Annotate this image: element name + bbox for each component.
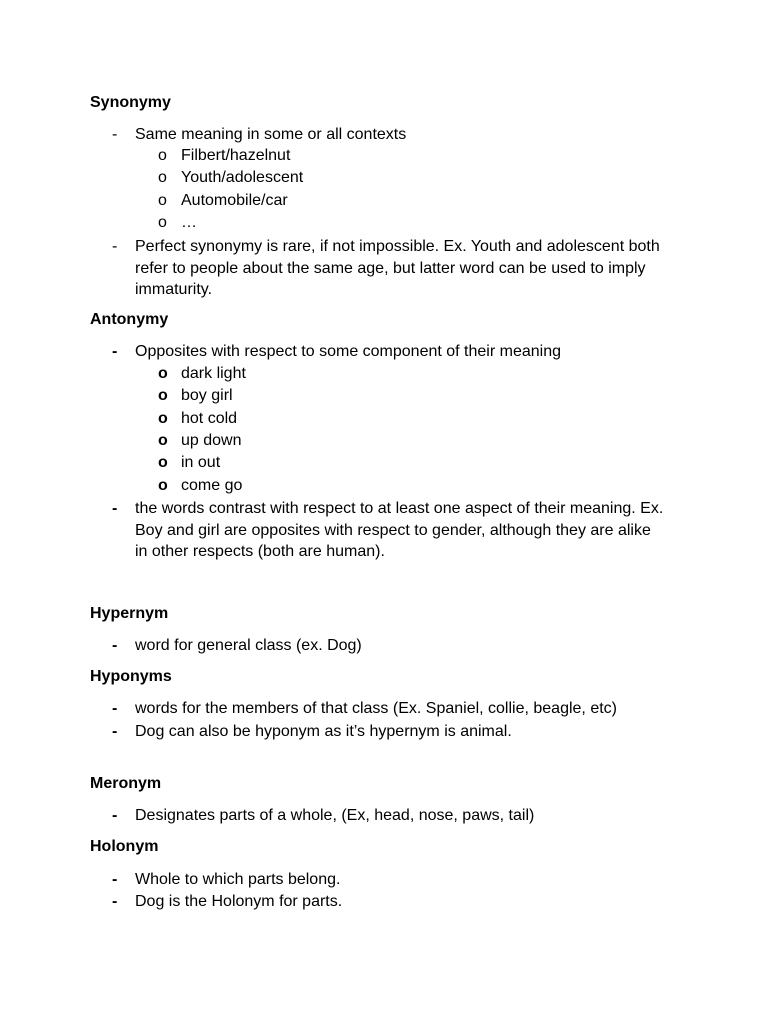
sub-list-item (90, 430, 690, 452)
bullet-text: Designates parts of a whole, (Ex, head, nose, paws, tail) (135, 807, 535, 824)
sub-bullet-marker: o (158, 410, 168, 427)
sub-bullet-text: Filbert/hazelnut (181, 147, 291, 164)
dash-bullet: - (112, 343, 118, 360)
sub-bullet-text: hot cold (181, 410, 238, 427)
sub-bullet-text: in out (181, 454, 221, 471)
dash-bullet: - (112, 700, 118, 717)
heading-hyponyms: Hyponyms (90, 668, 172, 685)
bullet-text-line: refer to people about the same age, but latter word can be used to imply (135, 259, 646, 277)
sub-list-item (90, 363, 690, 385)
heading-synonymy: Synonymy (90, 94, 171, 111)
sub-list-item (90, 167, 690, 189)
dash-bullet: - (112, 238, 118, 255)
sub-list-item (90, 475, 690, 497)
sub-bullet-marker: o (158, 477, 168, 494)
dash-bullet: - (112, 500, 118, 517)
bullet-text: word for general class (ex. Dog) (135, 637, 362, 654)
sub-bullet-marker: o (158, 214, 167, 231)
sub-bullet-marker: o (158, 432, 168, 449)
sub-bullet-text: up down (181, 432, 242, 449)
sub-bullet-marker: o (158, 365, 168, 382)
sub-bullet-marker: o (158, 454, 168, 471)
heading-meronym: Meronym (90, 775, 162, 792)
dash-bullet: - (112, 807, 118, 824)
bullet-text (135, 498, 680, 563)
dash-bullet: - (112, 723, 118, 740)
sub-list-item (90, 190, 690, 212)
sub-list-item (90, 452, 690, 474)
bullet-text-line: the words contrast with respect to at least one aspect of their meaning. Ex. (135, 500, 664, 517)
heading-hypernym: Hypernym (90, 605, 169, 622)
bullet-text: Dog is the Holonym for parts. (135, 893, 343, 910)
bullet-text-line: Perfect synonymy is rare, if not impossible. Ex. Youth and adolescent both (135, 238, 660, 255)
bullet-text (135, 236, 680, 301)
bullet-text-line: Boy and girl are opposites with respect to gender, although they are alike (135, 521, 651, 539)
sub-bullet-text: … (181, 214, 197, 231)
bullet-text: Whole to which parts belong. (135, 871, 341, 888)
sub-list-item (90, 385, 690, 407)
bullet-text-line: in other respects (both are human). (135, 543, 385, 560)
bullet-text: words for the members of that class (Ex. Spaniel, collie, beagle, etc) (135, 700, 617, 717)
sub-list-item (90, 145, 690, 167)
bullet-text: Same meaning in some or all contexts (135, 126, 407, 143)
sub-list-item (90, 408, 690, 430)
heading-holonym: Holonym (90, 838, 159, 855)
heading-antonymy: Antonymy (90, 311, 169, 328)
bullet-text: Dog can also be hyponym as it’s hypernym is animal. (135, 723, 512, 740)
dash-bullet: - (112, 637, 118, 654)
sub-bullet-marker: o (158, 147, 167, 164)
sub-list-item (90, 212, 690, 234)
dash-bullet: - (112, 871, 118, 888)
dash-bullet: - (112, 893, 118, 910)
sub-bullet-marker: o (158, 169, 167, 186)
sub-bullet-marker: o (158, 192, 167, 209)
bullet-text: Opposites with respect to some component of their meaning (135, 343, 561, 360)
sub-bullet-text: dark light (181, 365, 246, 382)
sub-bullet-text: boy girl (181, 387, 233, 404)
sub-bullet-text: come go (181, 477, 243, 494)
sub-bullet-marker: o (158, 387, 168, 404)
dash-bullet: - (112, 126, 118, 143)
sub-bullet-text: Automobile/car (181, 192, 288, 209)
bullet-text-line: immaturity. (135, 281, 213, 298)
sub-bullet-text: Youth/adolescent (181, 169, 304, 186)
